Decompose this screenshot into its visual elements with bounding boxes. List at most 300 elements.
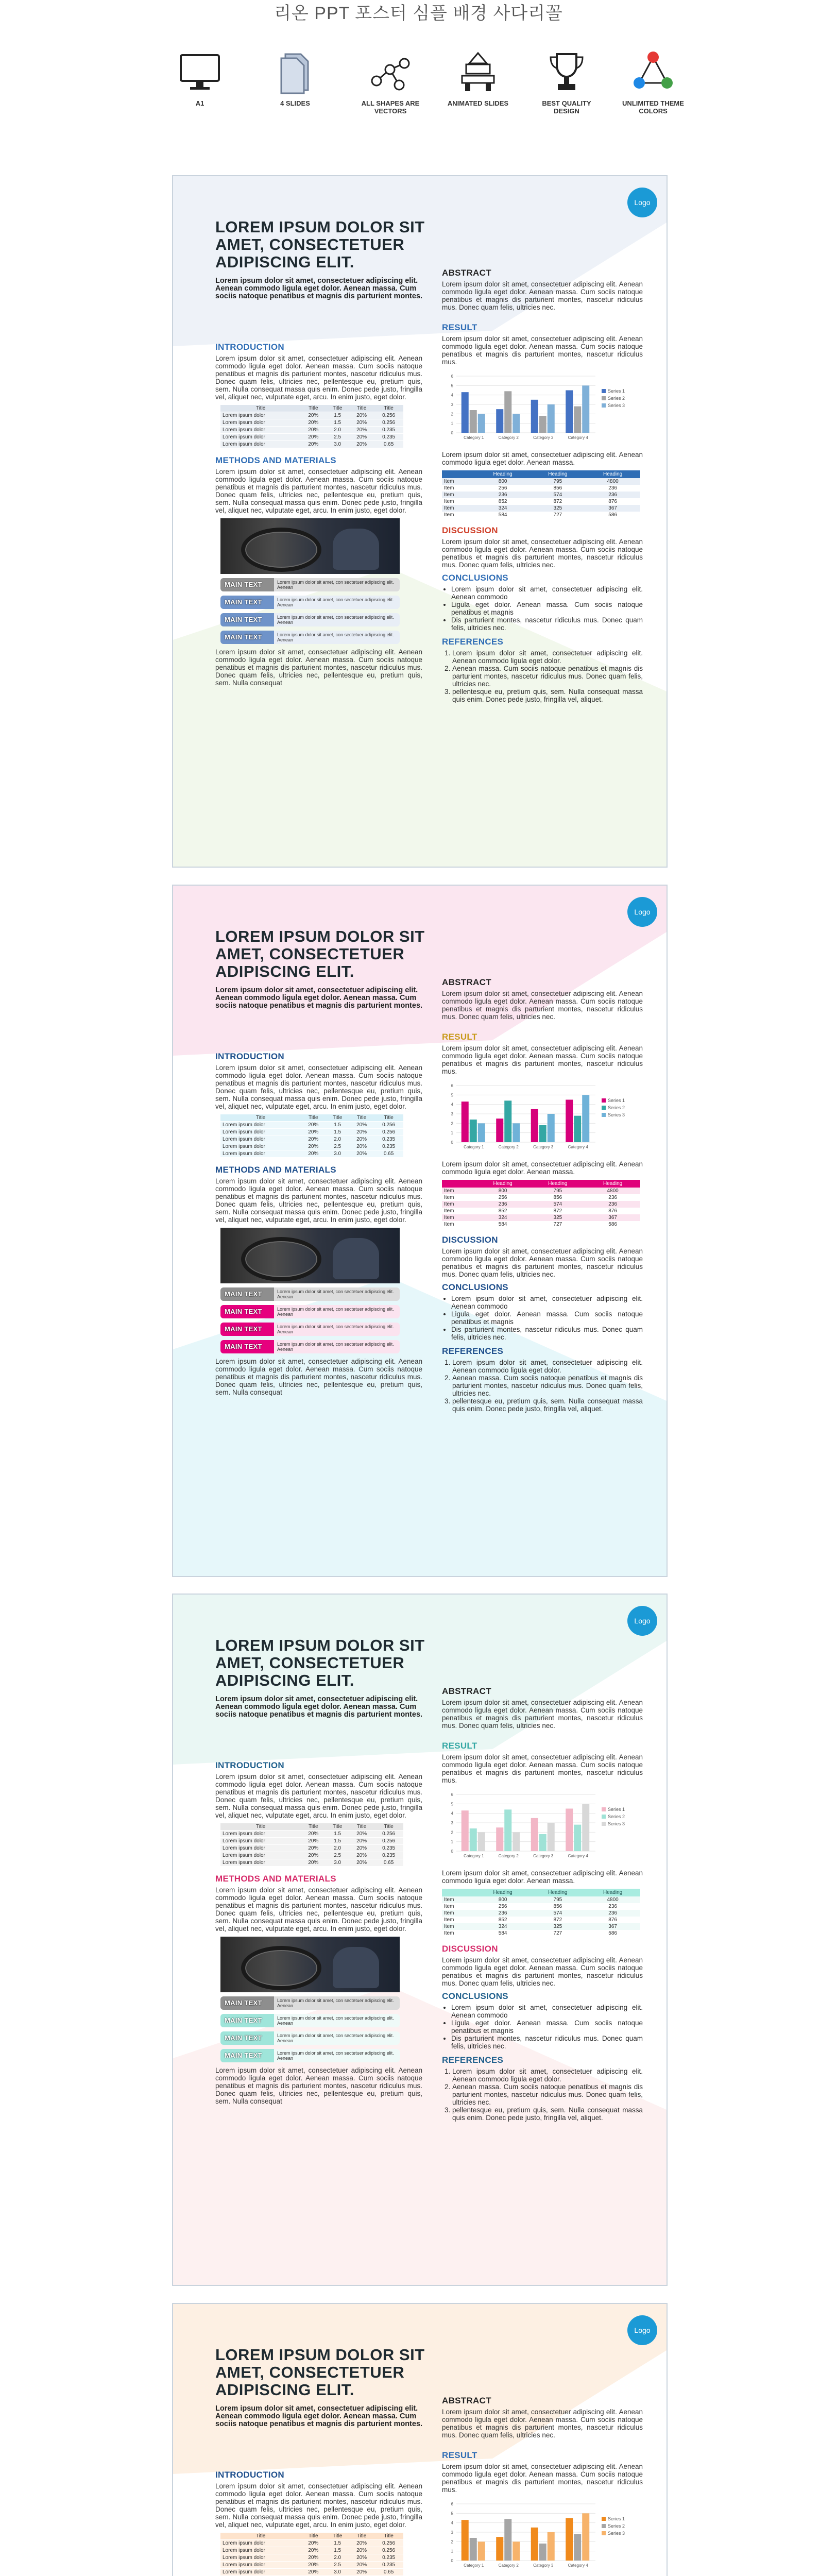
trophy-icon (543, 49, 590, 95)
table-cell: 20% (301, 2569, 326, 2576)
table-header-cell: Title (349, 405, 374, 412)
table-header-cell: Title (349, 2533, 374, 2540)
bar (478, 1832, 485, 1851)
table-cell: 20% (349, 1122, 374, 1129)
monitor-icon (177, 49, 223, 95)
table-row (220, 412, 403, 419)
bar (582, 1095, 589, 1142)
bar (470, 410, 477, 433)
table-cell: 367 (608, 1924, 617, 1929)
bar (462, 392, 469, 433)
table-cell: 20% (349, 1831, 374, 1838)
table-cell: 800 (498, 1188, 507, 1194)
table-cell: 4800 (607, 479, 619, 484)
result-heading: RESULT (442, 1032, 477, 1042)
table-cell: 727 (553, 1222, 562, 1227)
result-table (442, 1889, 640, 1937)
introduction-heading: INTRODUCTION (215, 1760, 284, 1770)
result-text: Lorem ipsum dolor sit amet, consectetuer adipiscing elit. Aenean commodo ligula eget dolor. Aenean massa. Cum sociis natoque penatibus et magnis dis parturient montes, nascetur ridiculus mus. (442, 1044, 643, 1075)
table-cell: 20% (349, 2547, 374, 2554)
reference-item: 3. pellentesque eu, pretium quis, sem. Nulla consequat massa quis enim. Donec pede justo, fringilla vel, aliquet. (452, 1397, 643, 1413)
bar (504, 1809, 511, 1851)
table-cell: Lorem ipsum dolor (220, 2547, 301, 2554)
conclusions-heading: CONCLUSIONS (442, 573, 508, 583)
introduction-heading: INTRODUCTION (215, 342, 284, 352)
table-header-cell: Title (301, 2533, 326, 2540)
page-title: 리온 PPT 포스터 심플 배경 사다리꼴 (274, 4, 563, 23)
table-cell: Lorem ipsum dolor (220, 419, 301, 427)
table-cell: 236 (608, 1910, 617, 1916)
feature-label: A1 (195, 99, 204, 107)
bar (548, 1114, 555, 1142)
table-cell: 586 (608, 512, 617, 518)
methods-text: Lorem ipsum dolor sit amet, consectetuer adipiscing elit. Aenean commodo ligula eget dolor. Aenean massa. Cum sociis natoque penatibus et magnis dis parturient montes, nascetur ridiculus mus. Donec quam felis, ultricies nec, pellentesque eu, pretium quis, sem. Nulla consequat massa quis enim. Donec pede justo, fringilla vel, aliquet nec, vulputate eget, arcu. In enim justo, eget dolor. (215, 468, 422, 514)
table-cell: 1.5 (326, 1831, 349, 1838)
x-tick-label: Category 1 (464, 1854, 484, 1858)
table-header-cell: Title (326, 1114, 349, 1122)
references-list (442, 2067, 643, 2122)
table-cell: Lorem ipsum dolor (220, 1859, 301, 1867)
table-cell: 367 (608, 1215, 617, 1221)
bar (531, 2528, 538, 2561)
table-cell: Lorem ipsum dolor (220, 1136, 301, 1143)
table-cell: 236 (498, 1201, 507, 1207)
table-cell: 325 (553, 1924, 562, 1929)
bar (539, 1125, 546, 1142)
table-cell: 20% (301, 2547, 326, 2554)
conclusions-heading: CONCLUSIONS (442, 1991, 508, 2001)
bar (462, 1101, 469, 1142)
references-heading: REFERENCES (442, 637, 504, 647)
table-cell: 20% (349, 1129, 374, 1136)
feature-slides (259, 49, 331, 107)
introduction-text: Lorem ipsum dolor sit amet, consectetuer adipiscing elit. Aenean commodo ligula eget dolor. Aenean massa. Cum sociis natoque penatibus et magnis dis parturient montes, nascetur ridiculus mus. Donec quam felis, ultricies nec, pellentesque eu, pretium quis, sem. Nulla consequat massa quis enim. Donec pede justo, fringilla vel, aliquet nec, vulputate eget, arcu. In enim justo, eget dolor. (215, 354, 422, 401)
table-row (442, 1930, 640, 1937)
table-header-cell (442, 1889, 475, 1896)
bar (496, 2537, 503, 2561)
bar (478, 1123, 485, 1142)
table-header-cell: Title (220, 1823, 301, 1831)
introduction-heading: INTRODUCTION (215, 2470, 284, 2480)
legend-label: Series 3 (608, 1112, 625, 1117)
table-row (220, 427, 403, 434)
feature-label: ANIMATED SLIDES (447, 99, 509, 107)
table-header-cell: Heading (585, 1180, 640, 1188)
x-tick-label: Category 1 (464, 2563, 484, 2568)
table-header-cell (442, 470, 475, 478)
y-tick-label: 1 (451, 2549, 453, 2554)
bar (470, 1828, 477, 1851)
table-cell: 20% (301, 1831, 326, 1838)
table-cell: 20% (349, 434, 374, 441)
table-cell: 0.235 (374, 1136, 403, 1143)
legend-swatch (602, 2531, 606, 2535)
legend-label: Series 2 (608, 1814, 625, 1819)
slides-icon (272, 49, 318, 95)
main-text-label: MAIN TEXT (220, 631, 274, 644)
table-cell: Item (444, 1222, 454, 1227)
table-header (220, 1823, 403, 1831)
introduction-text: Lorem ipsum dolor sit amet, consectetuer adipiscing elit. Aenean commodo ligula eget dolor. Aenean massa. Cum sociis natoque penatibus et magnis dis parturient montes, nascetur ridiculus mus. Donec quam felis, ultricies nec, pellentesque eu, pretium quis, sem. Nulla consequat massa quis enim. Donec pede justo, fringilla vel, aliquet nec, vulputate eget, arcu. In enim justo, eget dolor. (215, 2482, 422, 2529)
table-cell: Lorem ipsum dolor (220, 2562, 301, 2569)
x-tick-label: Category 2 (498, 1854, 519, 1858)
bar (548, 2532, 555, 2561)
result-heading: RESULT (442, 323, 477, 332)
bar (566, 391, 573, 433)
result-text: Lorem ipsum dolor sit amet, consectetuer adipiscing elit. Aenean commodo ligula eget dolor. Aenean massa. Cum sociis natoque penatibus et magnis dis parturient montes, nascetur ridiculus mus. (442, 335, 643, 366)
x-tick-label: Category 1 (464, 435, 484, 440)
table-cell: Lorem ipsum dolor (220, 1150, 301, 1158)
table-header-cell: Title (374, 1114, 403, 1122)
main-text-desc: Lorem ipsum dolor sit amet, con sectetuer adipiscing elit. Aenean (277, 2015, 394, 2026)
table-cell: 574 (553, 1201, 562, 1207)
bar (504, 2519, 511, 2561)
main-text-label: MAIN TEXT (220, 2014, 274, 2027)
feature-animated (442, 49, 514, 107)
table-cell: Lorem ipsum dolor (220, 427, 301, 434)
table-header-cell: Title (301, 1823, 326, 1831)
table-cell: Item (444, 1188, 454, 1194)
table-cell: 0.256 (374, 2540, 403, 2547)
conclusion-item: • Dis parturient montes, nascetur ridiculus mus. Donec quam felis, ultricies nec. (451, 616, 643, 632)
introduction-heading: INTRODUCTION (215, 1052, 284, 1061)
result-text: Lorem ipsum dolor sit amet, consectetuer adipiscing elit. Aenean commodo ligula eget dolor. Aenean massa. Cum sociis natoque penatibus et magnis dis parturient montes, nascetur ridiculus mus. (442, 2463, 643, 2494)
table-cell: 236 (498, 492, 507, 498)
y-tick-label: 3 (451, 2530, 453, 2535)
table-row (442, 512, 640, 518)
legend-label: Series 1 (608, 388, 625, 394)
bar (531, 1109, 538, 1142)
conclusions-list (442, 585, 643, 632)
table-cell: 20% (349, 419, 374, 427)
discussion-heading: DISCUSSION (442, 1944, 498, 1954)
feature-quality (531, 49, 603, 115)
x-tick-label: Category 3 (533, 1145, 554, 1149)
table-cell: Lorem ipsum dolor (220, 1122, 301, 1129)
feature-label: BEST QUALITY DESIGN (542, 99, 591, 115)
table-header-cell: Title (349, 1114, 374, 1122)
table-cell: 20% (349, 2540, 374, 2547)
table-cell: 0.256 (374, 1838, 403, 1845)
feature-vectors (354, 49, 426, 115)
table-cell: 20% (349, 1838, 374, 1845)
table-cell: 0.235 (374, 2554, 403, 2562)
reference-item: 3. pellentesque eu, pretium quis, sem. Nulla consequat massa quis enim. Donec pede justo, fringilla vel, aliquet. (452, 688, 643, 703)
table-cell: 20% (349, 2554, 374, 2562)
conclusions-list (442, 1295, 643, 1341)
table-header-cell: Title (326, 405, 349, 412)
bar (539, 2544, 546, 2561)
table-cell: Lorem ipsum dolor (220, 2569, 301, 2576)
legend-swatch (602, 2517, 606, 2521)
table-cell: 2.0 (326, 1845, 349, 1852)
poster-orange (172, 2303, 668, 2576)
table-cell: 236 (608, 1904, 617, 1909)
table-header-cell: Title (220, 405, 301, 412)
bar (582, 385, 589, 433)
table-cell: 0.256 (374, 2547, 403, 2554)
table-header-cell: Heading (530, 1180, 585, 1188)
table-cell: 584 (498, 1222, 507, 1227)
legend-swatch (602, 1822, 606, 1826)
feature-label: UNLIMITED THEME COLORS (622, 99, 684, 115)
main-text-box (220, 2049, 400, 2062)
table-cell: 20% (349, 2562, 374, 2569)
y-tick-label: 6 (451, 1792, 453, 1797)
table-cell: 0.256 (374, 419, 403, 427)
result-after-chart: Lorem ipsum dolor sit amet, consectetuer adipiscing elit. Aenean commodo ligula eget dolor. Aenean massa. (442, 451, 643, 466)
table-cell: 1.5 (326, 419, 349, 427)
conclusion-item: • Ligula eget dolor. Aenean massa. Cum sociis natoque penatibus et magnis (451, 1310, 643, 1326)
methods-heading: METHODS AND MATERIALS (215, 1874, 336, 1884)
bar (566, 2518, 573, 2561)
reference-item: 2. Aenean massa. Cum sociis natoque penatibus et magnis dis parturient montes, nascetur ridiculus mus. Donec quam felis, ultricies nec. (452, 1374, 643, 1397)
table-row (442, 1923, 640, 1930)
table-header-cell: Title (220, 1114, 301, 1122)
table-header-cell: Heading (585, 1889, 640, 1896)
table-cell: 0.235 (374, 1852, 403, 1859)
main-text-box (220, 1287, 400, 1301)
table-cell: 795 (553, 1188, 562, 1194)
table-row (220, 419, 403, 427)
table-header-cell: Title (349, 1823, 374, 1831)
poster-title: LOREM IPSUM DOLOR SIT AMET, CONSECTETUER ADIPISCING ELIT. (215, 218, 425, 271)
table-cell: Lorem ipsum dolor (220, 1838, 301, 1845)
table-cell: 1.5 (326, 412, 349, 419)
table-cell: 20% (301, 1845, 326, 1852)
result-chart (442, 1790, 643, 1862)
table-cell: 236 (608, 485, 617, 491)
y-tick-label: 1 (451, 1839, 453, 1844)
x-tick-label: Category 2 (498, 1145, 519, 1149)
logo: Logo (627, 1606, 657, 1636)
table-cell: 2.0 (326, 1136, 349, 1143)
x-tick-label: Category 3 (533, 435, 554, 440)
x-tick-label: Category 4 (568, 1854, 588, 1858)
table-cell: 20% (301, 434, 326, 441)
y-tick-label: 2 (451, 1830, 453, 1835)
table-cell: 236 (608, 1201, 617, 1207)
bar (513, 1123, 520, 1142)
bar (513, 414, 520, 433)
table-cell: 584 (498, 1930, 507, 1936)
table-header (442, 1889, 640, 1896)
references-list (442, 649, 643, 703)
y-tick-label: 6 (451, 2502, 453, 2506)
table-cell: 256 (498, 1904, 507, 1909)
abstract-text: Lorem ipsum dolor sit amet, consectetuer adipiscing elit. Aenean commodo ligula eget dolor. Aenean massa. Cum sociis natoque penatibus et magnis dis parturient montes, nascetur ridiculus mus. Donec quam felis, ultricies nec. (442, 990, 643, 1021)
table-row (220, 2540, 403, 2547)
table-cell: 795 (553, 1897, 562, 1903)
legend-swatch (602, 1815, 606, 1819)
y-tick-label: 1 (451, 421, 453, 426)
legend-label: Series 3 (608, 403, 625, 408)
legend-swatch (602, 1807, 606, 1811)
right-column (442, 268, 643, 708)
bar (539, 1834, 546, 1851)
main-text-desc: Lorem ipsum dolor sit amet, con sectetuer adipiscing elit. Aenean (277, 1998, 394, 2008)
x-tick-label: Category 4 (568, 1145, 588, 1149)
result-after-chart: Lorem ipsum dolor sit amet, consectetuer adipiscing elit. Aenean commodo ligula eget dolor. Aenean massa. (442, 1160, 643, 1176)
legend-label: Series 3 (608, 1821, 625, 1826)
main-text-box (220, 1340, 400, 1353)
table-header-cell: Title (326, 2533, 349, 2540)
table-cell: 2.5 (326, 2562, 349, 2569)
table-row (220, 1852, 403, 1859)
y-tick-label: 2 (451, 1121, 453, 1126)
main-text-label: MAIN TEXT (220, 2031, 274, 2045)
table-cell: 876 (608, 1208, 617, 1214)
table-cell: 800 (498, 1897, 507, 1903)
table-row (442, 1917, 640, 1923)
table-cell: 0.235 (374, 434, 403, 441)
bar (513, 2541, 520, 2561)
table-row (442, 1208, 640, 1214)
table-cell: 20% (301, 1122, 326, 1129)
main-text-desc: Lorem ipsum dolor sit amet, con sectetuer adipiscing elit. Aenean (277, 1324, 394, 1334)
bar (462, 2520, 469, 2561)
bar (574, 1116, 581, 1142)
right-column (442, 977, 643, 1418)
methods-heading: METHODS AND MATERIALS (215, 455, 336, 465)
table-cell: 727 (553, 512, 562, 518)
table-header (220, 1114, 403, 1122)
table-row (220, 1143, 403, 1150)
discussion-heading: DISCUSSION (442, 526, 498, 535)
table-header-cell: Heading (585, 470, 640, 478)
y-tick-label: 5 (451, 1093, 453, 1098)
table-cell: 586 (608, 1222, 617, 1227)
intro-table (220, 2533, 403, 2576)
table-cell: 876 (608, 499, 617, 504)
main-text-desc: Lorem ipsum dolor sit amet, con sectetuer adipiscing elit. Aenean (277, 1342, 394, 1352)
main-text-label: MAIN TEXT (220, 578, 274, 591)
table-row (220, 2562, 403, 2569)
y-tick-label: 4 (451, 1811, 453, 1816)
main-text-label: MAIN TEXT (220, 1287, 274, 1301)
table-cell: Lorem ipsum dolor (220, 434, 301, 441)
table-header (442, 470, 640, 478)
methods-text: Lorem ipsum dolor sit amet, consectetuer adipiscing elit. Aenean commodo ligula eget dolor. Aenean massa. Cum sociis natoque penatibus et magnis dis parturient montes, nascetur ridiculus mus. Donec quam felis, ultricies nec, pellentesque eu, pretium quis, sem. Nulla consequat massa quis enim. Donec pede justo, fringilla vel, aliquet nec, vulputate eget, arcu. In enim justo, eget dolor. (215, 1886, 422, 1933)
result-heading: RESULT (442, 2450, 477, 2460)
table-cell: Item (444, 492, 454, 498)
poster-subtitle: Lorem ipsum dolor sit amet, consectetuer adipiscing elit. Aenean commodo ligula eget dolor. Aenean massa. Cum sociis natoque penatibus et magnis dis parturient montes. (215, 1695, 423, 1719)
abstract-heading: ABSTRACT (442, 977, 491, 987)
result-after-chart: Lorem ipsum dolor sit amet, consectetuer adipiscing elit. Aenean commodo ligula eget dolor. Aenean massa. (442, 1869, 643, 1885)
table-row (220, 1136, 403, 1143)
main-text-box (220, 1305, 400, 1318)
table-cell: 1.5 (326, 1838, 349, 1845)
main-text-desc: Lorem ipsum dolor sit amet, con sectetuer adipiscing elit. Aenean (277, 597, 394, 607)
left-column (215, 1760, 422, 2109)
table-row (220, 2554, 403, 2562)
main-text-box (220, 1323, 400, 1336)
conclusions-heading: CONCLUSIONS (442, 1282, 508, 1292)
conclusion-item: • Ligula eget dolor. Aenean massa. Cum sociis natoque penatibus et magnis (451, 2019, 643, 2035)
table-cell: 324 (498, 1924, 507, 1929)
feature-theme-colors (617, 49, 689, 115)
result-chart (442, 2500, 643, 2572)
table-cell: 856 (553, 485, 562, 491)
y-tick-label: 0 (451, 1140, 453, 1145)
table-header-cell: Heading (475, 1889, 531, 1896)
table-row (220, 1150, 403, 1158)
reference-item: 1. Lorem ipsum dolor sit amet, consectetuer adipiscing elit. Aenean commodo ligula eget dolor. (452, 649, 643, 665)
table-cell: 20% (301, 1129, 326, 1136)
bar (548, 404, 555, 433)
bar (504, 391, 511, 433)
table-cell: 0.65 (374, 441, 403, 448)
bar (496, 409, 503, 433)
bar (478, 2541, 485, 2561)
table-cell: 0.256 (374, 412, 403, 419)
table-cell: 4800 (607, 1897, 619, 1903)
y-tick-label: 5 (451, 1802, 453, 1807)
intro-table (220, 1823, 403, 1867)
table-cell: 584 (498, 512, 507, 518)
conclusion-item: • Lorem ipsum dolor sit amet, consectetuer adipiscing elit. Aenean commodo (451, 1295, 643, 1310)
table-row (442, 1221, 640, 1228)
main-text-label: MAIN TEXT (220, 613, 274, 626)
table-cell: 20% (301, 1859, 326, 1867)
legend-label: Series 2 (608, 1105, 625, 1110)
table-row (442, 492, 640, 498)
table-cell: 2.0 (326, 2554, 349, 2562)
table-cell: 2.5 (326, 434, 349, 441)
references-heading: REFERENCES (442, 1346, 504, 1356)
table-cell: Lorem ipsum dolor (220, 2540, 301, 2547)
reference-item: 3. pellentesque eu, pretium quis, sem. Nulla consequat massa quis enim. Donec pede justo, fringilla vel, aliquet. (452, 2106, 643, 2122)
table-cell: 20% (349, 427, 374, 434)
bar (531, 400, 538, 433)
table-cell: 256 (498, 485, 507, 491)
table-header-cell: Title (301, 405, 326, 412)
legend-swatch (602, 1098, 606, 1103)
methods-photo (220, 518, 400, 574)
table-cell: 574 (553, 492, 562, 498)
table-cell: 0.235 (374, 427, 403, 434)
x-tick-label: Category 3 (533, 1854, 554, 1858)
theme-colors-icon (630, 49, 676, 95)
table-cell: 20% (349, 1845, 374, 1852)
table-cell: 2.5 (326, 1852, 349, 1859)
bar (582, 1804, 589, 1851)
result-text: Lorem ipsum dolor sit amet, consectetuer adipiscing elit. Aenean commodo ligula eget dolor. Aenean massa. Cum sociis natoque penatibus et magnis dis parturient montes, nascetur ridiculus mus. (442, 1753, 643, 1784)
table-header-cell: Title (301, 1114, 326, 1122)
poster-title: LOREM IPSUM DOLOR SIT AMET, CONSECTETUER ADIPISCING ELIT. (215, 2346, 425, 2399)
table-row (220, 1859, 403, 1867)
table-cell: 0.235 (374, 2562, 403, 2569)
y-tick-label: 3 (451, 1821, 453, 1825)
y-tick-label: 0 (451, 1849, 453, 1854)
table-cell: Item (444, 1897, 454, 1903)
references-list (442, 1359, 643, 1413)
reference-item: 1. Lorem ipsum dolor sit amet, consectetuer adipiscing elit. Aenean commodo ligula eget dolor. (452, 1359, 643, 1374)
table-row (220, 2547, 403, 2554)
table-header-cell: Title (374, 1823, 403, 1831)
table-cell: 325 (553, 1215, 562, 1221)
poster-subtitle: Lorem ipsum dolor sit amet, consectetuer adipiscing elit. Aenean commodo ligula eget dolor. Aenean massa. Cum sociis natoque penatibus et magnis dis parturient montes. (215, 986, 423, 1010)
table-cell: 3.0 (326, 2569, 349, 2576)
table-header-cell: Heading (475, 1180, 531, 1188)
poster-mint (172, 1594, 668, 2286)
table-row (442, 485, 640, 492)
conclusion-item: • Ligula eget dolor. Aenean massa. Cum sociis natoque penatibus et magnis (451, 601, 643, 616)
table-cell: 324 (498, 505, 507, 511)
main-text-label: MAIN TEXT (220, 596, 274, 609)
methods-photo (220, 1228, 400, 1283)
poster-subtitle: Lorem ipsum dolor sit amet, consectetuer adipiscing elit. Aenean commodo ligula eget dolor. Aenean massa. Cum sociis natoque penatibus et magnis dis parturient montes. (215, 2404, 423, 2428)
